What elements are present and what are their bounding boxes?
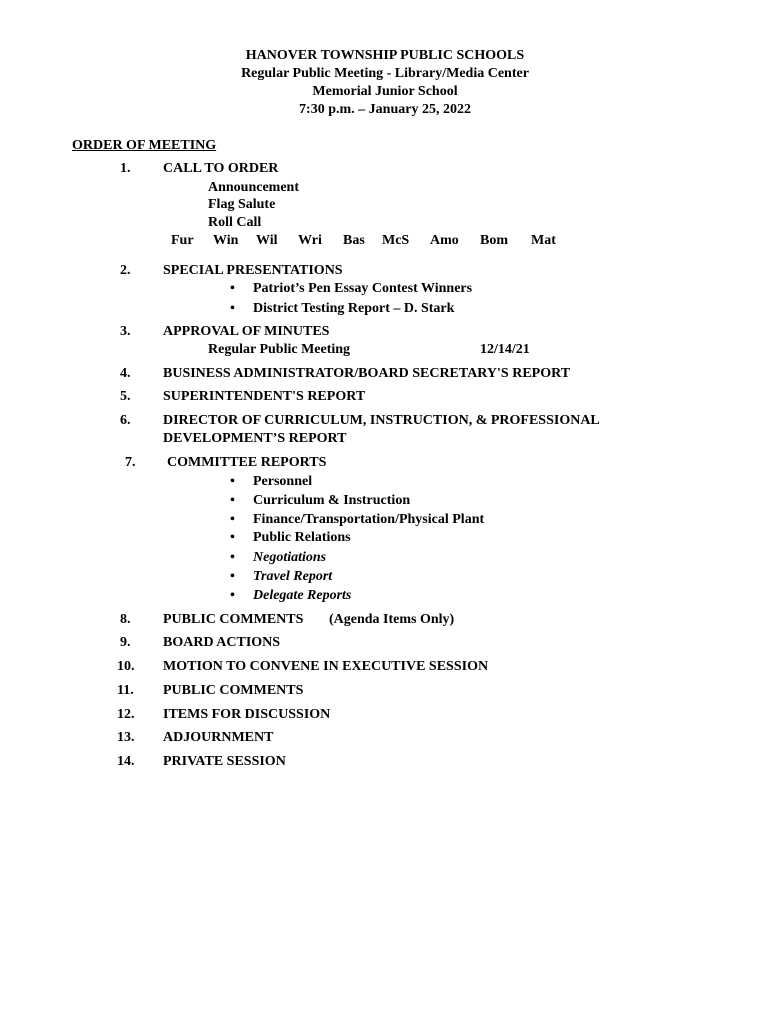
- bullet-text: Travel Report: [253, 569, 333, 584]
- bullet-icon: •: [230, 301, 235, 316]
- item-label: SUPERINTENDENT'S REPORT: [163, 389, 366, 404]
- item-label: BUSINESS ADMINISTRATOR/BOARD SECRETARY'S REPORT: [163, 366, 571, 381]
- item-label: BOARD ACTIONS: [163, 635, 281, 650]
- item-number: 2.: [120, 263, 131, 278]
- meeting-datetime: 7:30 p.m. – January 25, 2022: [299, 102, 471, 117]
- roll-name: Win: [213, 233, 239, 248]
- sub-item: Flag Salute: [208, 197, 276, 212]
- bullet-icon: •: [230, 550, 235, 565]
- item-label: SPECIAL PRESENTATIONS: [163, 263, 343, 278]
- bullet-text: Finance/Transportation/Physical Plant: [253, 512, 485, 527]
- item-number: 12.: [117, 707, 135, 722]
- section-title: ORDER OF MEETING: [72, 138, 217, 153]
- bullet-text: Public Relations: [253, 530, 351, 545]
- bullet-text: Curriculum & Instruction: [253, 493, 411, 508]
- bullet-text: District Testing Report – D. Stark: [253, 301, 455, 316]
- bullet-icon: •: [230, 530, 235, 545]
- item-number: 11.: [117, 683, 134, 698]
- district-title: HANOVER TOWNSHIP PUBLIC SCHOOLS: [245, 48, 525, 63]
- roll-name: McS: [382, 233, 410, 248]
- item-label: COMMITTEE REPORTS: [167, 455, 327, 470]
- bullet-icon: •: [230, 281, 235, 296]
- minutes-meeting: Regular Public Meeting: [208, 342, 351, 357]
- item-label: ITEMS FOR DISCUSSION: [163, 707, 331, 722]
- item-label: ADJOURNMENT: [163, 730, 274, 745]
- item-number: 4.: [120, 366, 131, 381]
- roll-name: Wri: [298, 233, 322, 248]
- bullet-text: Negotiations: [253, 550, 327, 565]
- meeting-type: Regular Public Meeting - Library/Media Center: [241, 66, 529, 81]
- item-number: 8.: [120, 612, 131, 627]
- roll-name: Wil: [256, 233, 278, 248]
- item-number: 6.: [120, 413, 131, 428]
- item-number: 3.: [120, 324, 131, 339]
- roll-name: Fur: [171, 233, 194, 248]
- item-note: (Agenda Items Only): [329, 612, 455, 627]
- meeting-location: Memorial Junior School: [312, 84, 458, 99]
- roll-name: Bas: [343, 233, 365, 248]
- item-label-continued: DEVELOPMENT’S REPORT: [163, 431, 347, 446]
- roll-name: Bom: [480, 233, 508, 248]
- item-label: CALL TO ORDER: [163, 161, 279, 176]
- bullet-text: Delegate Reports: [253, 588, 352, 603]
- item-label: PRIVATE SESSION: [163, 754, 286, 769]
- roll-name: Amo: [430, 233, 459, 248]
- sub-item: Roll Call: [208, 215, 262, 230]
- item-number: 9.: [120, 635, 131, 650]
- bullet-text: Patriot’s Pen Essay Contest Winners: [253, 281, 473, 296]
- item-label: DIRECTOR OF CURRICULUM, INSTRUCTION, & PROFESSIONAL: [163, 413, 600, 428]
- bullet-icon: •: [230, 512, 235, 527]
- bullet-icon: •: [230, 493, 235, 508]
- bullet-icon: •: [230, 474, 235, 489]
- item-label: MOTION TO CONVENE IN EXECUTIVE SESSION: [163, 659, 489, 674]
- item-number: 10.: [117, 659, 135, 674]
- item-number: 13.: [117, 730, 135, 745]
- bullet-text: Personnel: [253, 474, 313, 489]
- roll-name: Mat: [531, 233, 556, 248]
- minutes-date: 12/14/21: [480, 342, 530, 357]
- item-label: APPROVAL OF MINUTES: [163, 324, 330, 339]
- bullet-icon: •: [230, 588, 235, 603]
- bullet-icon: •: [230, 569, 235, 584]
- item-label: PUBLIC COMMENTS: [163, 683, 304, 698]
- item-number: 5.: [120, 389, 131, 404]
- item-number: 7.: [125, 455, 136, 470]
- item-number: 14.: [117, 754, 135, 769]
- item-label: PUBLIC COMMENTS: [163, 612, 304, 627]
- sub-item: Announcement: [208, 180, 300, 195]
- item-number: 1.: [120, 161, 131, 176]
